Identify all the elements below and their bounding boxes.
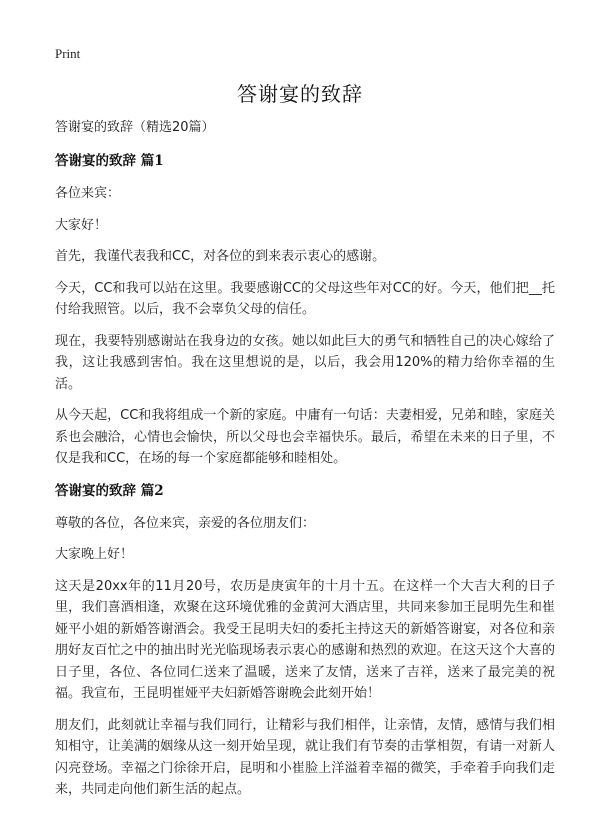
section-2 — [55, 480, 555, 801]
section-heading: 答谢宴的致辞 篇2 — [55, 482, 164, 499]
paragraph: 这天是20xx年的11月20号，农历是庚寅年的十月十五。在这样一个大吉大利的日子里，我们喜酒相逢，欢聚在这环境优雅的金黄河大酒店里，共同来参加王昆明先生和崔娅平小姐的新婚答谢酒会。我受王昆明夫妇的委托主持这天的新婚答谢宴，对各位和亲朋好友百忙之中的抽出时光光临现场表示衷心的感谢和热烈的欢迎。在这天这个大喜的日子里，各位、各位同仁送来了温暖，送来了友情，送来了吉祥，送来了最完美的祝福。我宣布，王昆明崔娅平夫妇新婚答谢晚会此刻开始！ — [55, 578, 555, 701]
print-link[interactable]: Print — [55, 46, 81, 61]
paragraph: 大家晚上好！ — [55, 547, 134, 562]
paragraph: 大家好！ — [55, 217, 108, 233]
section-1 — [55, 150, 555, 470]
paragraph: 各位来宾： — [55, 186, 121, 201]
document-body — [55, 118, 555, 811]
paragraph: 首先，我谨代表我和CC，对各位的到来表示衷心的感谢。 — [55, 249, 386, 264]
paragraph: 尊敬的各位，各位来宾，亲爱的各位朋友们： — [55, 515, 316, 531]
paragraph: 现在，我要特别感谢站在我身边的女孩。她以如此巨大的勇气和牺牲自己的决心嫁给了我，这让我感到害怕。我在这里想说的是，以后，我会用120%的精力给你幸福的生活。 — [55, 333, 555, 392]
paragraph: 从今天起，CC和我将组成一个新的家庭。中庸有一句话：夫妻相爱，兄弟和睦，家庭关系也会融洽，心情也会愉快，所以父母也会幸福快乐。最后，希望在未来的日子里，不仅是我和CC，在场的每一个家庭都能够和睦相处。 — [55, 408, 555, 466]
paragraph: 朋友们，此刻就让幸福与我们同行，让精彩与我们相伴，让亲情，友情，感情与我们相知相守，让美满的姻缘从这一刻开始呈现，就让我们有节奏的击掌相贺，有请一对新人闪亮登场。幸福之门徐徐开启，昆明和小崔脸上洋溢着幸福的微笑，手牵着手向我们走来，共同走向他们新生活的起点。 — [55, 717, 555, 797]
section-heading: 答谢宴的致辞 篇1 — [55, 153, 164, 169]
document-subtitle: 答谢宴的致辞（精选20篇） — [55, 120, 215, 135]
document-title: 答谢宴的致辞 — [237, 82, 363, 106]
paragraph: 今天，CC和我可以站在这里。我要感谢CC的父母这些年对CC的好。今天，他们把__托付给我照管。以后，我不会辜负父母的信任。 — [55, 280, 555, 317]
